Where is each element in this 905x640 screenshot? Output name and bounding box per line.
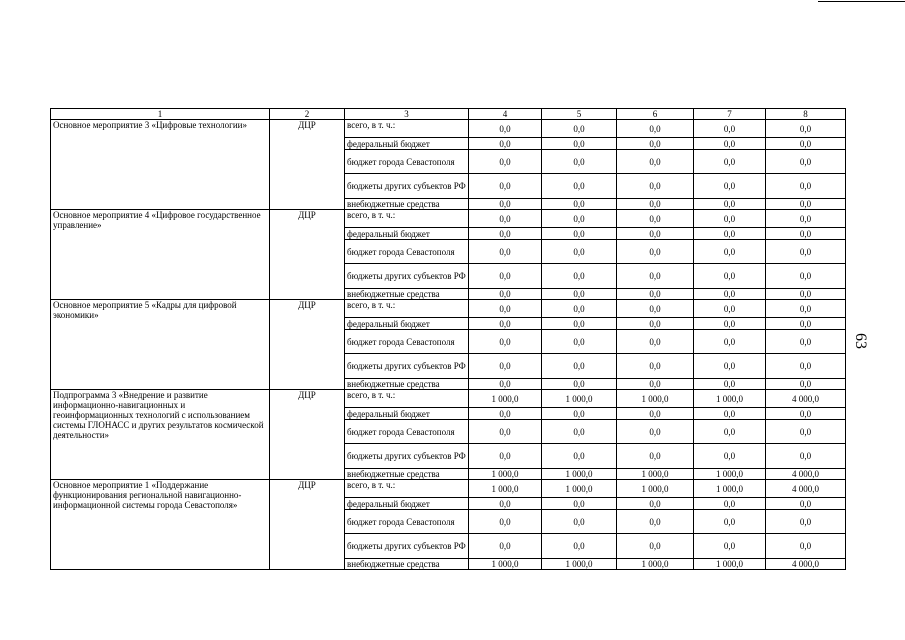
funding-source: бюджет города Севастополя [345, 240, 469, 264]
amount-cell: 1 000,0 [542, 480, 617, 498]
amount-cell: 0,0 [694, 318, 766, 330]
amount-cell: 0,0 [469, 199, 542, 210]
funding-source: бюджет города Севастополя [345, 150, 469, 174]
amount-cell: 0,0 [469, 408, 542, 420]
amount-cell: 1 000,0 [694, 469, 766, 480]
amount-cell: 0,0 [694, 379, 766, 390]
amount-cell: 0,0 [469, 379, 542, 390]
executor: ДЦР [270, 390, 345, 480]
funding-source: бюджет города Севастополя [345, 510, 469, 534]
funding-source: внебюджетные средства [345, 289, 469, 300]
amount-cell: 0,0 [542, 510, 617, 534]
table-row [51, 480, 846, 498]
amount-cell: 0,0 [694, 174, 766, 199]
amount-cell: 0,0 [694, 138, 766, 150]
amount-cell: 0,0 [617, 354, 694, 379]
amount-cell: 0,0 [617, 264, 694, 289]
amount-cell: 0,0 [469, 289, 542, 300]
funding-source: бюджет города Севастополя [345, 420, 469, 444]
amount-cell: 0,0 [694, 150, 766, 174]
amount-cell: 0,0 [542, 379, 617, 390]
amount-cell: 0,0 [469, 150, 542, 174]
measure-name: Основное мероприятие 4 «Цифровое государственное управление» [51, 210, 270, 300]
measure-name: Основное мероприятие 5 «Кадры для цифровой экономики» [51, 300, 270, 390]
amount-cell: 0,0 [542, 150, 617, 174]
amount-cell: 0,0 [542, 408, 617, 420]
amount-cell: 0,0 [694, 199, 766, 210]
amount-cell: 0,0 [617, 408, 694, 420]
amount-cell: 0,0 [766, 420, 846, 444]
funding-source: федеральный бюджет [345, 318, 469, 330]
amount-cell: 1 000,0 [617, 469, 694, 480]
funding-source: внебюджетные средства [345, 199, 469, 210]
amount-cell: 0,0 [766, 510, 846, 534]
measure-name: Основное мероприятие 1 «Поддержание функционирования региональной навигационно-информационной системы города Севастополя» [51, 480, 270, 570]
amount-cell: 0,0 [617, 444, 694, 469]
amount-cell: 0,0 [469, 498, 542, 510]
amount-cell: 1 000,0 [694, 559, 766, 570]
funding-source: бюджеты других субъектов РФ [345, 354, 469, 379]
amount-cell: 0,0 [469, 174, 542, 199]
amount-cell: 0,0 [694, 300, 766, 318]
funding-source: бюджеты других субъектов РФ [345, 444, 469, 469]
funding-source: федеральный бюджет [345, 138, 469, 150]
header-cell-8: 8 [766, 109, 846, 120]
amount-cell: 0,0 [469, 138, 542, 150]
budget-table [50, 108, 846, 570]
executor: ДЦР [270, 210, 345, 300]
amount-cell: 0,0 [694, 264, 766, 289]
amount-cell: 0,0 [766, 174, 846, 199]
amount-cell: 0,0 [469, 264, 542, 289]
measure-name: Подпрограмма 3 «Внедрение и развитие информационно-навигационных и геоинформационных технологий с использованием системы ГЛОНАСС и других результатов космической деятельности» [51, 390, 270, 480]
amount-cell: 0,0 [542, 444, 617, 469]
amount-cell: 0,0 [542, 289, 617, 300]
amount-cell: 0,0 [694, 498, 766, 510]
top-rule [818, 1, 905, 2]
funding-source: федеральный бюджет [345, 498, 469, 510]
amount-cell: 0,0 [542, 354, 617, 379]
amount-cell: 0,0 [542, 199, 617, 210]
funding-source: федеральный бюджет [345, 228, 469, 240]
funding-source: федеральный бюджет [345, 408, 469, 420]
amount-cell: 1 000,0 [617, 480, 694, 498]
amount-cell: 0,0 [469, 318, 542, 330]
amount-cell: 0,0 [542, 264, 617, 289]
amount-cell: 0,0 [694, 120, 766, 138]
funding-source: внебюджетные средства [345, 469, 469, 480]
amount-cell: 0,0 [766, 210, 846, 228]
funding-source: всего, в т. ч.: [345, 120, 469, 138]
funding-source: всего, в т. ч.: [345, 480, 469, 498]
amount-cell: 0,0 [617, 174, 694, 199]
amount-cell: 0,0 [542, 138, 617, 150]
amount-cell: 0,0 [542, 174, 617, 199]
amount-cell: 0,0 [469, 420, 542, 444]
funding-source: всего, в т. ч.: [345, 210, 469, 228]
amount-cell: 0,0 [766, 120, 846, 138]
amount-cell: 0,0 [542, 228, 617, 240]
amount-cell: 0,0 [542, 420, 617, 444]
amount-cell: 0,0 [617, 498, 694, 510]
amount-cell: 0,0 [766, 498, 846, 510]
amount-cell: 0,0 [542, 210, 617, 228]
amount-cell: 0,0 [469, 444, 542, 469]
amount-cell: 0,0 [617, 379, 694, 390]
amount-cell: 0,0 [617, 150, 694, 174]
amount-cell: 0,0 [766, 199, 846, 210]
amount-cell: 0,0 [766, 289, 846, 300]
amount-cell: 1 000,0 [617, 559, 694, 570]
funding-source: бюджет города Севастополя [345, 330, 469, 354]
amount-cell: 0,0 [694, 228, 766, 240]
funding-source: бюджеты других субъектов РФ [345, 264, 469, 289]
table-row [51, 210, 846, 228]
header-cell-6: 6 [617, 109, 694, 120]
amount-cell: 0,0 [542, 318, 617, 330]
amount-cell: 0,0 [469, 534, 542, 559]
amount-cell: 0,0 [694, 289, 766, 300]
funding-source: бюджеты других субъектов РФ [345, 534, 469, 559]
amount-cell: 0,0 [542, 300, 617, 318]
page-number: 63 [852, 333, 869, 349]
amount-cell: 0,0 [469, 210, 542, 228]
header-row [51, 109, 846, 120]
amount-cell: 0,0 [542, 330, 617, 354]
amount-cell: 0,0 [617, 420, 694, 444]
amount-cell: 0,0 [617, 228, 694, 240]
amount-cell: 1 000,0 [469, 480, 542, 498]
budget-table-body [51, 109, 846, 570]
amount-cell: 1 000,0 [469, 390, 542, 408]
amount-cell: 1 000,0 [469, 559, 542, 570]
amount-cell: 0,0 [766, 240, 846, 264]
amount-cell: 0,0 [694, 444, 766, 469]
amount-cell: 0,0 [694, 354, 766, 379]
measure-name: Основное мероприятие 3 «Цифровые технологии» [51, 120, 270, 210]
amount-cell: 0,0 [542, 534, 617, 559]
amount-cell: 0,0 [469, 510, 542, 534]
header-cell-1: 1 [51, 109, 270, 120]
amount-cell: 4 000,0 [766, 390, 846, 408]
amount-cell: 0,0 [766, 379, 846, 390]
amount-cell: 0,0 [469, 330, 542, 354]
funding-source: внебюджетные средства [345, 379, 469, 390]
header-cell-2: 2 [270, 109, 345, 120]
amount-cell: 0,0 [469, 354, 542, 379]
amount-cell: 0,0 [694, 210, 766, 228]
header-cell-3: 3 [345, 109, 469, 120]
amount-cell: 0,0 [766, 444, 846, 469]
executor: ДЦР [270, 300, 345, 390]
amount-cell: 0,0 [766, 138, 846, 150]
amount-cell: 0,0 [694, 510, 766, 534]
funding-source: всего, в т. ч.: [345, 390, 469, 408]
amount-cell: 4 000,0 [766, 480, 846, 498]
amount-cell: 1 000,0 [469, 469, 542, 480]
amount-cell: 0,0 [694, 408, 766, 420]
amount-cell: 0,0 [617, 289, 694, 300]
table-row [51, 120, 846, 138]
amount-cell: 0,0 [617, 300, 694, 318]
amount-cell: 1 000,0 [542, 559, 617, 570]
amount-cell: 0,0 [766, 330, 846, 354]
amount-cell: 0,0 [617, 240, 694, 264]
amount-cell: 0,0 [617, 534, 694, 559]
amount-cell: 0,0 [766, 318, 846, 330]
amount-cell: 0,0 [766, 354, 846, 379]
amount-cell: 0,0 [694, 420, 766, 444]
amount-cell: 0,0 [766, 408, 846, 420]
amount-cell: 0,0 [617, 199, 694, 210]
amount-cell: 0,0 [469, 120, 542, 138]
executor: ДЦР [270, 480, 345, 570]
header-cell-4: 4 [469, 109, 542, 120]
amount-cell: 0,0 [617, 210, 694, 228]
amount-cell: 0,0 [617, 318, 694, 330]
amount-cell: 0,0 [617, 138, 694, 150]
amount-cell: 0,0 [469, 240, 542, 264]
funding-source: внебюджетные средства [345, 559, 469, 570]
amount-cell: 1 000,0 [542, 390, 617, 408]
amount-cell: 1 000,0 [617, 390, 694, 408]
amount-cell: 4 000,0 [766, 559, 846, 570]
amount-cell: 0,0 [469, 228, 542, 240]
amount-cell: 0,0 [694, 330, 766, 354]
table-row [51, 300, 846, 318]
funding-source: бюджеты других субъектов РФ [345, 174, 469, 199]
amount-cell: 0,0 [766, 264, 846, 289]
header-cell-5: 5 [542, 109, 617, 120]
executor: ДЦР [270, 120, 345, 210]
table-row [51, 390, 846, 408]
amount-cell: 4 000,0 [766, 469, 846, 480]
amount-cell: 0,0 [542, 498, 617, 510]
amount-cell: 0,0 [766, 534, 846, 559]
amount-cell: 0,0 [542, 120, 617, 138]
amount-cell: 0,0 [617, 330, 694, 354]
amount-cell: 0,0 [766, 150, 846, 174]
amount-cell: 0,0 [617, 510, 694, 534]
amount-cell: 0,0 [542, 240, 617, 264]
amount-cell: 1 000,0 [694, 390, 766, 408]
amount-cell: 1 000,0 [542, 469, 617, 480]
amount-cell: 0,0 [617, 120, 694, 138]
header-cell-7: 7 [694, 109, 766, 120]
funding-source: всего, в т. ч.: [345, 300, 469, 318]
amount-cell: 0,0 [469, 300, 542, 318]
amount-cell: 0,0 [766, 228, 846, 240]
amount-cell: 0,0 [766, 300, 846, 318]
amount-cell: 1 000,0 [694, 480, 766, 498]
amount-cell: 0,0 [694, 240, 766, 264]
amount-cell: 0,0 [694, 534, 766, 559]
